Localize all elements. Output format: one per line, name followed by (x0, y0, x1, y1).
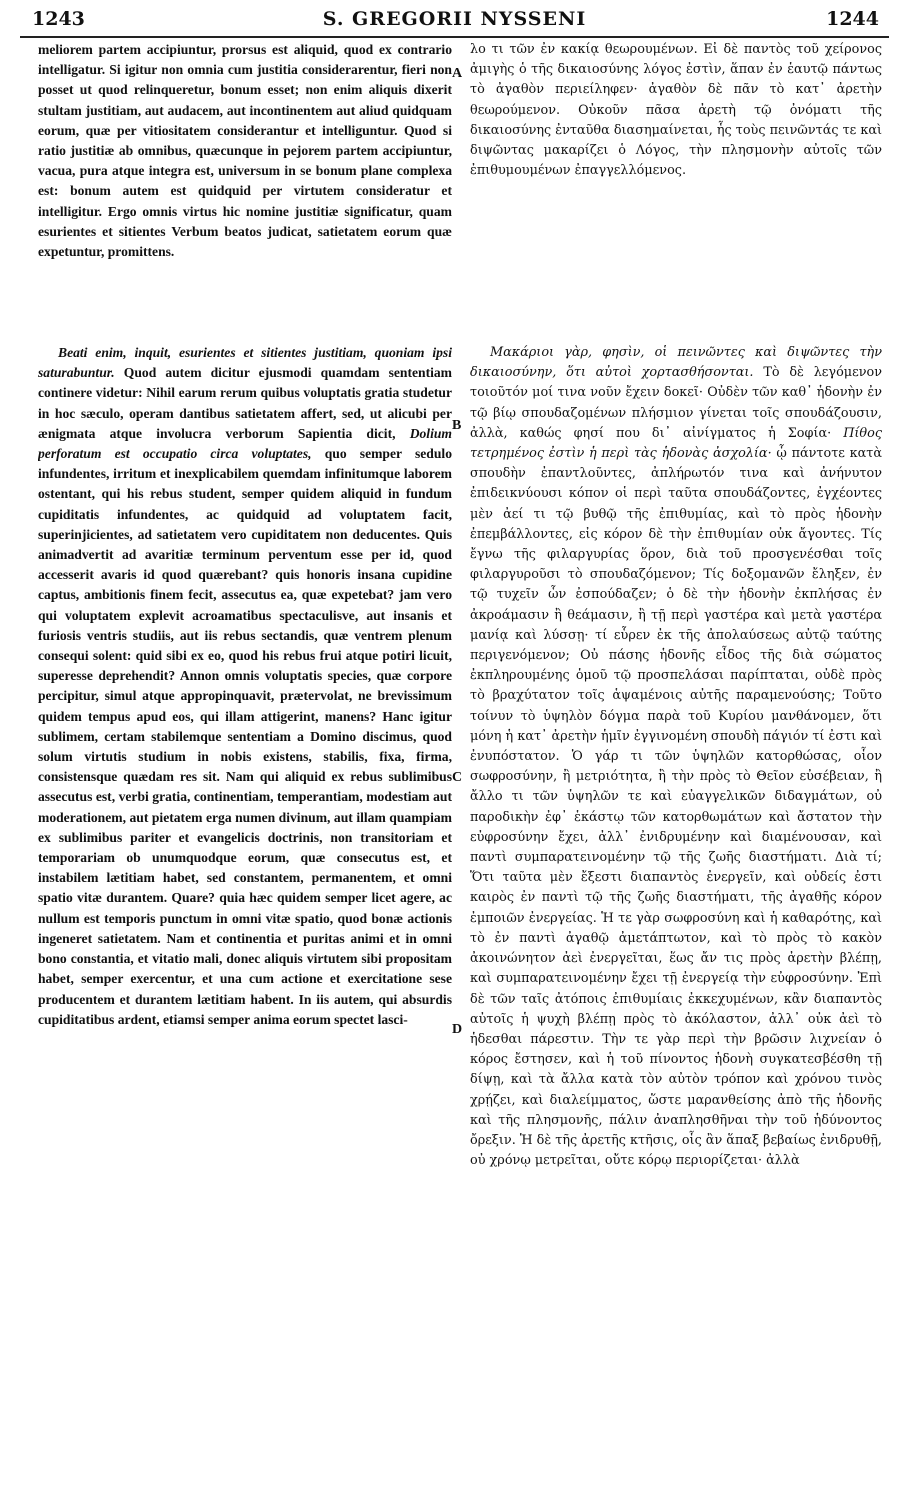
running-title: S. GREGORII NYSSENI (322, 8, 587, 30)
greek-beatitude-quote: Μακάριοι γὰρ, φησὶν, οἱ πεινῶντες καὶ διψῶντες τὴν δικαιοσύνην, ὅτι αὐτοὶ χορτασθήσονται. (470, 345, 882, 381)
latin-body-part-2: quo semper sedulo infundentes, irritum et inexplicabilem quemdam infinitumque laborem ostentant, qui his rebus student, semper quidem aliquid in fundum cupiditatis infundentes, ac quidquid ad voluptatem facit, superinjicientes, ad satietatem vero cupiditatem non deducentes. Quis animadvertit ad avaritiæ terminum perventum esse per id, quod accesserit avaris id quod quærebant? quis honoris insana cupidine captus, ambitionis finem fecit, assecutus ea, quæ expetebat? jam vero qui voluptatem explevit acroamatibus spectaculisve, aut insanis et furiosis ventris studiis, aut iis rebus sectandis, quæ ventrem plenum consequi solent: quid sibi ex eo, quod his rebus frui atque potiri licuit, superesse deprehendit? Annon omnis voluptatis species, quæ corpore percipitur, simul atque appropinquavit, prætervolat, ne brevissimum quidem tempus apud eos, qui illam attigerint, manens? Hanc igitur sublimem, certam stabilemque sententiam a Domino discimus, quod solum virtutis studium in nobis existens, stabilis, fixa, firma, consistensque quædam res sit. Nam qui aliquid ex rebus sublimibus assecutus est, verbi gratia, continentiam, temperantiam, modestiam aut moderationem, aut pietatem erga numen divinum, aut illam quampiam ex sublimibus pariter et evangelicis doctrinis, non transitoriam et temporariam ob unumquodque eorum, quæ consecutus est, et instabilem lætitiam habet, sed constantem, permanentem, et omni spatio vitæ durantem. Quare? quia hæc quidem semper licet agere, ac nullum est temporis punctum in omni vitæ spatio, quod bonæ actionis ingeneret satietatem. Nam et continentia et puritas animi et in omni bono constantia, et vitatio mali, donec aliquis virtutem sibi propositam habet, semper exercentur, et una cum actione et exercitatione sese producentem et durantem lætitiam habent. In iis autem, qui absurdis cupiditatibus ardent, etiamsi semper anima eorum spectet lasci- (38, 446, 452, 1027)
section-marker-d: D (452, 1022, 463, 1037)
greek-main-paragraph (470, 343, 882, 1171)
greek-body-part-2: ᾧ πάντοτε κατὰ σπουδὴν ἐπαντλοῦντες, ἀπλήρωτόν τινα καὶ ἀνήνυτον ἐπιδεικνύουσι κόπον οἱ περὶ ταῦτα σπουδάζοντες, ἐγχέοντες μὲν ἀεί τι τῷ βυθῷ τῆς ἐπιθυμίας, καὶ τὸ πρὸς ἡδονὴν ἐπεμβάλλοντες, εἰς κόρον δὲ τὴν ἐπιθυμίαν οὐκ ἄγοντες. Τίς ἔγνω τῆς φιλαργυρίας ὅρον, διὰ τοῦ προσγενέσθαι τοῖς φιλαργυροῦσι τὸ σπουδαζόμενον; Τίς δοξομανῶν ἔληξεν, ἐν τῷ τυχεῖν ὧν ἐσπούδαζεν; ὁ δὲ τὴν ἡδονὴν ἐκπλήσας ἐν ἀκροάμασιν ἢ θεάμασιν, ἢ τῇ περὶ γαστέρα καὶ μετὰ γαστέρα μανίᾳ καὶ λύσσῃ· τί εὗρεν ἐκ τῆς ἀπολαύσεως αὐτῷ ταύτης περιγενόμενον; Οὐ πάσης ἡδονῆς εἶδος τῆς διὰ σώματος ἐκπληρουμένης ὁμοῦ τῷ προσπελάσαι παρίπταται, οὐδὲ πρὸς τὸ βραχύτατον τοῖς ἁψαμένοις αὐτῆς παραμενούσης; Τοῦτο τοίνυν τὸ ὑψηλὸν δόγμα παρὰ τοῦ Κυρίου μανθάνομεν, ὅτι μόνη ἡ κατ᾽ ἀρετὴν ἡμῖν ἐγγινομένη σπουδὴ πάγιόν τί ἐστι καὶ ἐνυπόστατον. Ὁ γάρ τι τῶν ὑψηλῶν κατορθώσας, οἷον σωφροσύνην, ἢ μετριότητα, ἢ τὴν πρὸς τὸ Θεῖον εὐσέβειαν, ἢ ἄλλο τι τῶν ὑψηλῶν τε καὶ εὐαγγελικῶν διδαγμάτων, οὐ παροδικὴν ἐφ᾽ ἑκάστῳ τῶν κατορθωμάτων καὶ ἄστατον τὴν εὐφροσύνην ἔχει, ἀλλ᾽ ἐνιδρυμένην καὶ διαμένουσαν, καὶ παντὶ συμπαρατεινομένην τῷ τῆς ζωῆς διαστήματι. Διὰ τί; Ὅτι ταῦτα μὲν ἔξεστι διαπαντὸς ἐνεργεῖν, καὶ οὐδείς ἐστι καιρὸς ἐν παντὶ τῷ τῆς ζωῆς διαστήματι, τῆς ἀγαθῆς κόρον ἐμποιῶν ἐνεργείας. Ἡ τε γὰρ σωφροσύνη καὶ ἡ καθαρότης, καὶ τὸ ἐν παντὶ ἀγαθῷ ἀμετάπτωτον, καὶ τὸ πρὸς τὸ κακὸν ἀκοινώνητον ἀεὶ ἐνεργεῖται, ἕως ἄν τις πρὸς ἀρετὴν βλέπῃ, καὶ συμπαρατεινομένην ἔχει τῇ ἐνεργείᾳ τὴν εὐφροσύνην. Ἐπὶ δὲ τῶν ταῖς ἀτόποις ἐπιθυμίαις ἐκκεχυμένων, κἂν διαπαντὸς αὐτοῖς ἡ ψυχὴ βλέπῃ πρὸς τὸ ἀκόλαστον, ἀλλ᾽ οὐκ ἀεὶ τὸ ἡδεσθαι πάρεστιν. Τὴν τε γὰρ περὶ τὴν βρῶσιν λιχνείαν ὁ κόρος ἔστησεν, καὶ ἡ τοῦ πίνοντος ἡδονὴ συγκατεσβέσθη τῇ δίψῃ, καὶ τὰ ἄλλα κατὰ τὸν αὐτὸν τρόπον καὶ χρόνου τινὸς χρῄζει, καὶ διαλείμματος, ὥστε μαρανθείσης ἀπὸ τῆς ἡδονῆς καὶ τῆς πλησμονῆς, πάλιν ἀναπλησθῆναι τὴν τοῦ ἡδύνοντος ὄρεξιν. Ἡ δὲ τῆς ἀρετῆς κτῆσις, οἷς ἂν ἅπαξ βεβαίως ἐνιδρυθῇ, οὐ χρόνῳ μετρεῖται, οὔτε κόρῳ περιορίζεται· ἀλλὰ (470, 446, 882, 1169)
right-page-number: 1244 (826, 8, 879, 30)
latin-wisdom-quote: Dolium perforatum est occupatio circa voluptates, (38, 425, 452, 462)
greek-top-text: λο τι τῶν ἐν κακίᾳ θεωρουμένων. Εἰ δὲ παντὸς τοῦ χείρονος ἀμιγὴς ὁ τῆς δικαιοσύνης λόγος ἐστὶν, ἅπαν ἐν ἑαυτῷ πάντως τὸ ἀγαθὸν περιείληφεν· ἀγαθὸν δὲ πᾶν τὸ κατ᾽ ἀρετὴν θεωρούμενον. Οὐκοῦν πᾶσα ἀρετὴ τῷ ὀνόματι τῆς δικαιοσύνης ἐνταῦθα διασημαίνεται, ἧς τοὺς πεινῶντάς τε καὶ διψῶντας μακαρίζει ὁ Λόγος, τὴν πλησμονὴν αὐτοῖς τῶν ἐπιθυμουμένων ἐπαγγελλόμενος. (470, 42, 882, 179)
section-marker-c: C (452, 770, 463, 785)
greek-wisdom-quote: Πίθος τετρημένος ἐστὶν ἡ περὶ τὰς ἡδονὰς ἀσχολία· (470, 425, 882, 462)
page-header (20, 6, 889, 38)
latin-top-text: meliorem partem accipiuntur, prorsus est aliquid, quod ex contrario intelligatur. Si igitur non omnia cum justitia considerarentur, fieri non posset ut quod relinqueretur, bonum esset; non enim aliquis dixerit stultam justitiam, aut audacem, aut incontinentem aut aliud quidquam eorum, quæ per vitiositatem considerantur et intelliguntur. Quod si ratio justitiæ ab omnibus, quæcunque in pejorem partem accipiuntur, vacua, pura atque integra est, universum in se bonum plane complexa est: bonum autem est quidquid per virtutem consideratur et intelligitur. Ergo omnis virtus hic nomine justitiæ significatur, quam esurientes et sitientes Verbum beatos judicat, satietatem eorum quæ expetuntur, promittens. (38, 42, 452, 260)
section-marker-b: B (452, 418, 462, 433)
greek-main-column (470, 343, 882, 1493)
left-page-number: 1243 (32, 8, 85, 30)
latin-main-column (38, 343, 452, 1493)
section-marker-a: A (452, 66, 463, 81)
greek-body-part-1: Τὸ δὲ λεγόμενον τοιοῦτόν μοί τινα νοῦν ἔχειν δοκεῖ· Οὐδὲν τῶν καθ᾽ ἡδονὴν ἐν τῷ βίῳ σπουδαζομένων πλήσμιον γίνεται τοῖς σπουδάζουσιν, ἀλλὰ, καθώς φησί που δι᾽ αἰνίγματος ἡ Σοφία· (470, 365, 882, 441)
latin-main-paragraph (38, 343, 452, 1030)
latin-top-column (38, 40, 452, 260)
greek-top-column (470, 40, 882, 260)
latin-beatitude-quote: Beati enim, inquit, esurientes et sitientes justitiam, quoniam ipsi saturabuntur. (38, 345, 452, 381)
latin-body-part-1: Quod autem dicitur ejusmodi quamdam sententiam continere videtur: Nihil earum rerum quibus voluptatis gratia studetur in hoc sæculo, operam dantibus satietatem affert, sed, ut alicubi per ænigmata atque involucra verborum Sapientia dicit, (38, 365, 452, 441)
